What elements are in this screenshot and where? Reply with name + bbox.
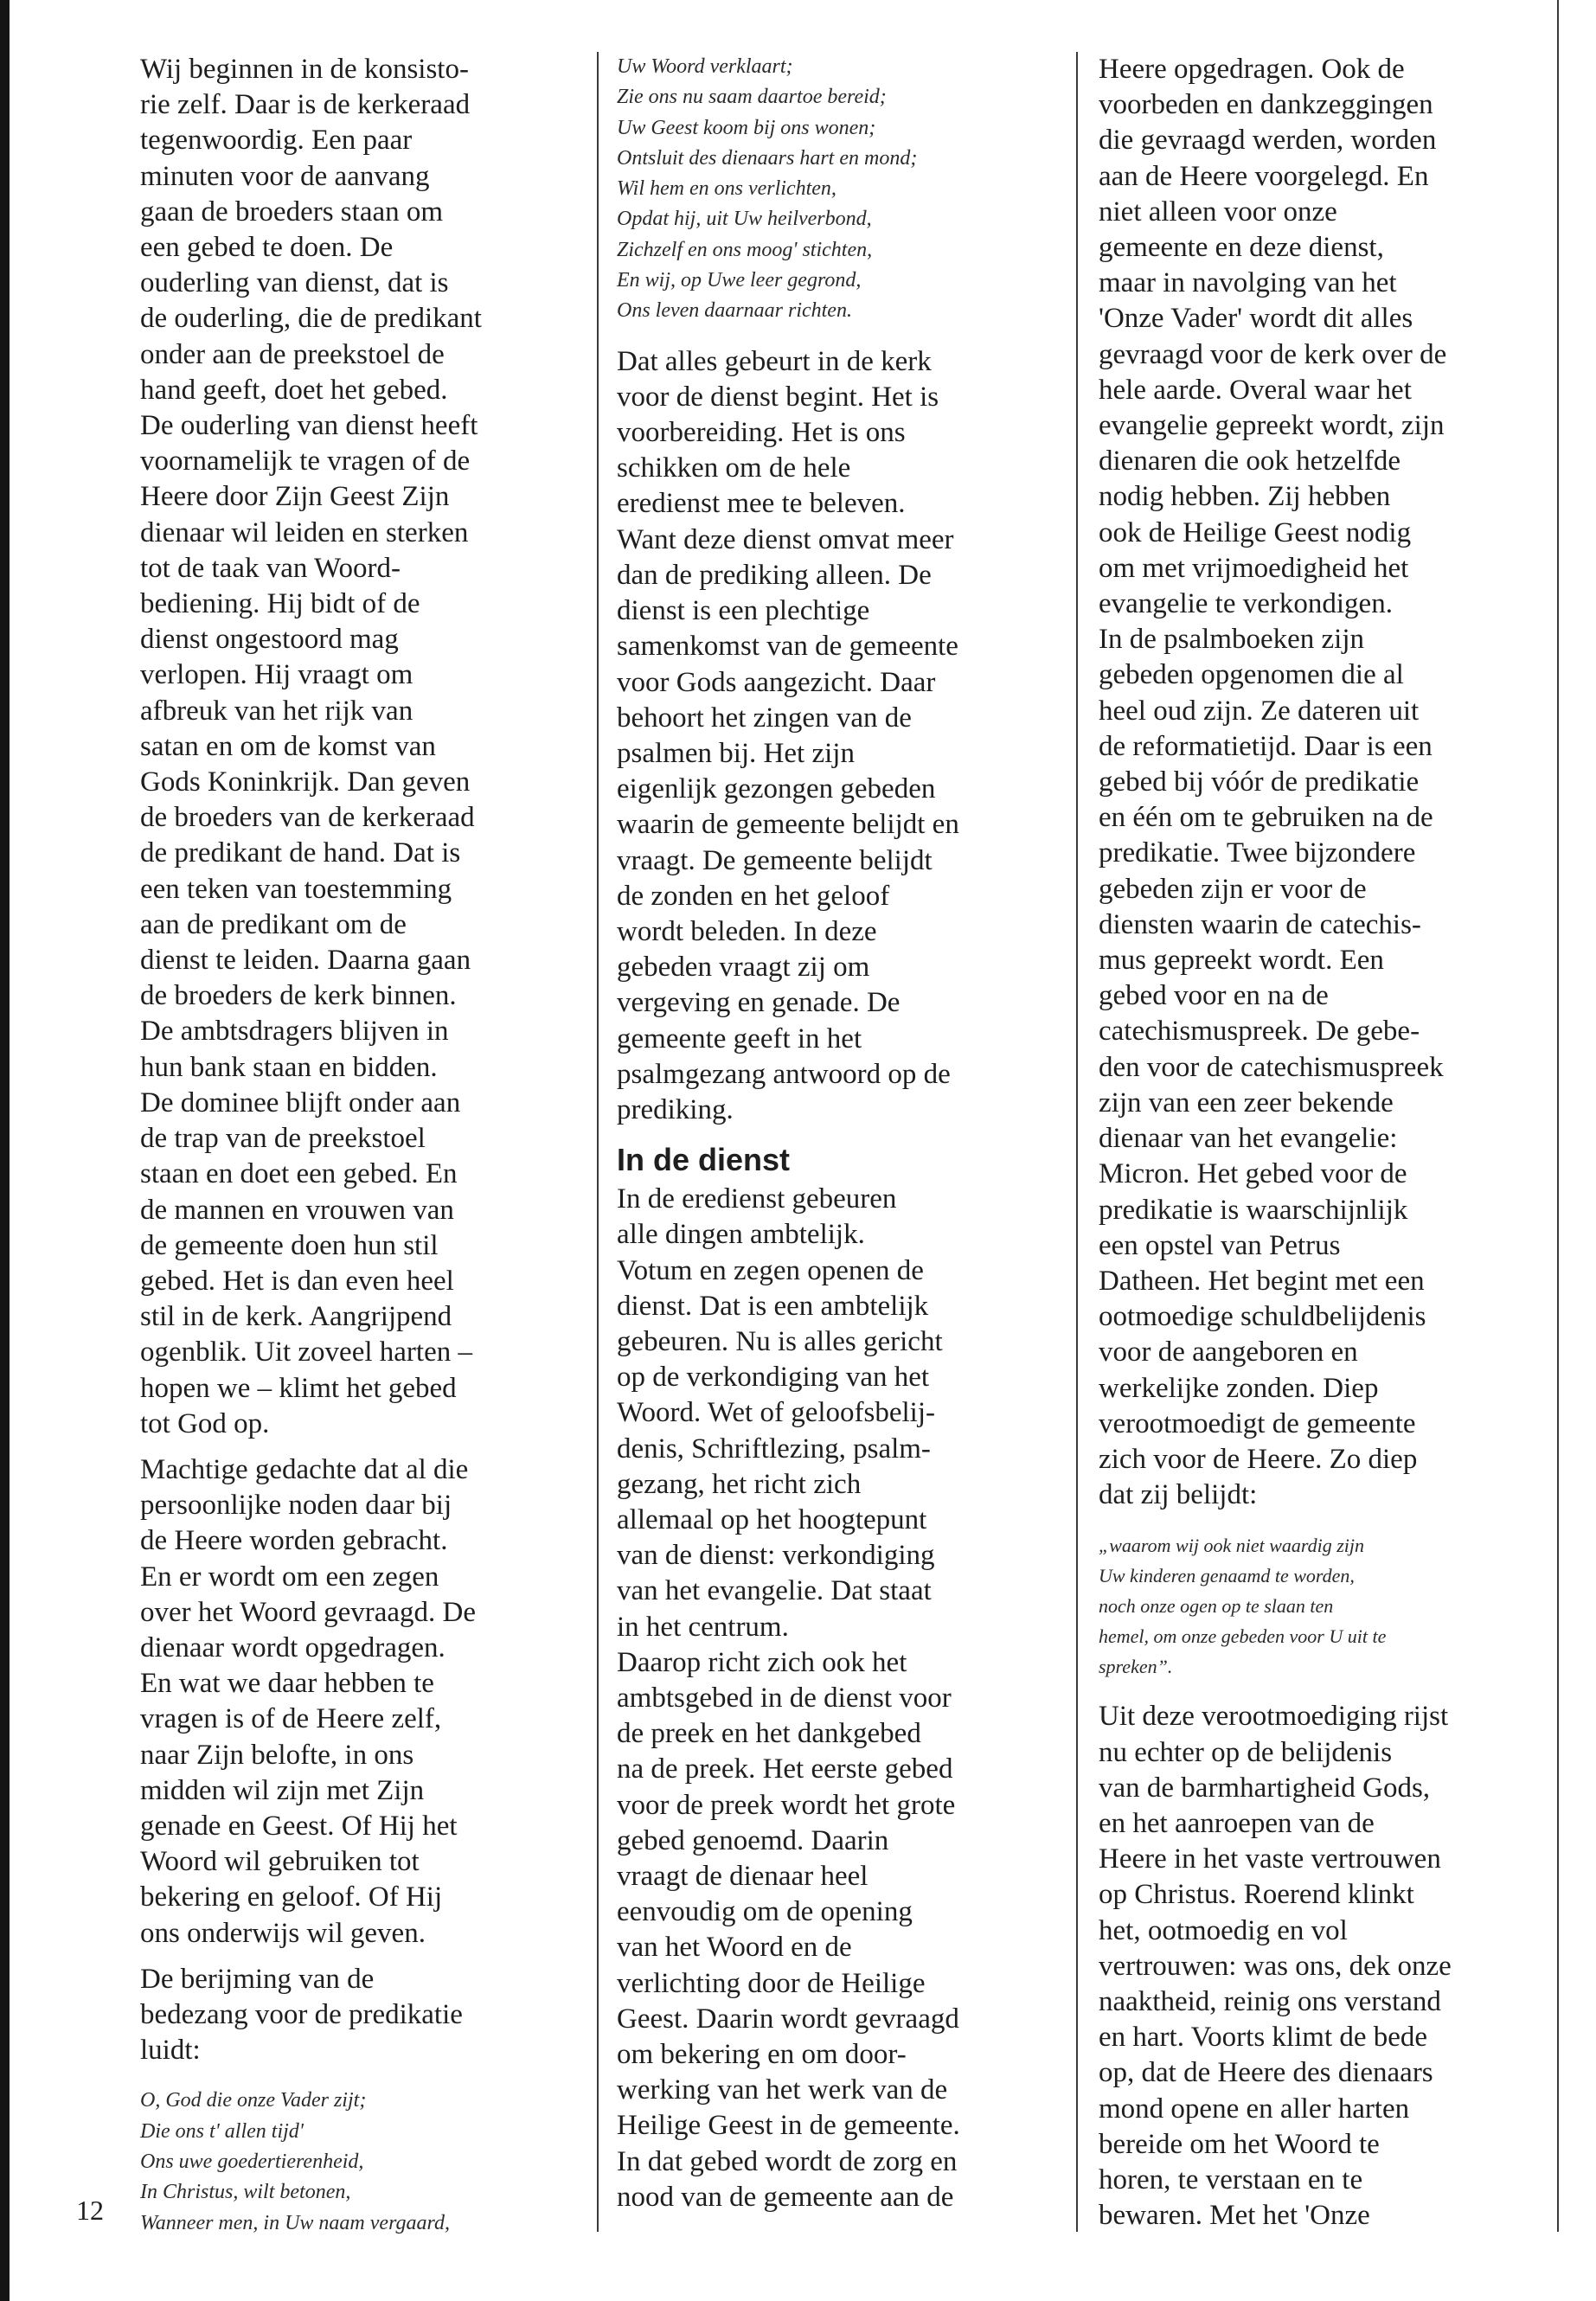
paragraph: De berijming van de bedezang voor de predikatie luidt: xyxy=(140,1963,463,2067)
paragraph: Heere opgedragen. Ook de voorbeden en dankzeggingen die gevraagd werden, worden aan de Heere voorgelegd. En niet alleen voor onze gemeente en deze dienst, maar in navolging van het 'Onze Vader' wordt dit alles gevraagd voor de kerk over de hele aarde. Overal waar het evangelie gepreekt wordt, zijn dienaren die ook hetzelfde nodig hebben. Zij hebben ook de Heilige Geest nodig om met vrijmoedigheid het evangelie te verkondigen. In de psalmboeken zijn gebeden opgenomen die al heel oud zijn. Ze dateren uit de reformatietijd. Daar is een gebed bij vóór de predikatie en één om te gebruiken na de predikatie. Twee bijzondere gebeden zijn er voor de diensten waarin de catechis- mus gepreekt wordt. Een gebed voor en na de catechismuspreek. De gebe- den voor de catechismuspreek zijn van een zeer bekende dienaar van het evangelie: Micron. Het gebed voor de predikatie is waarschijnlijk een opstel van Petrus Datheen. Het begint met een ootmoedige schuldbelijdenis voor de aangeboren en werkelijke zonden. Diep verootmoedigt de gemeente zich voor de Heere. Zo diep dat zij belijdt: xyxy=(1099,54,1447,1511)
page-number: 12 xyxy=(76,2195,104,2226)
column-divider xyxy=(1076,52,1078,2232)
prayer-quote: „waarom wij ook niet waardig zijn Uw kinderen genaamd te worden, noch onze ogen op te slaan ten hemel, om onze gebeden voor U uit te spreken”. xyxy=(1099,1535,1387,1678)
hymn-verse: O, God die onze Vader zijt; Die ons t' allen tijd' Ons uwe goedertierenheid, In Christus, wilt betonen, Wanneer men, in Uw naam vergaard, xyxy=(140,2089,450,2234)
column-2 xyxy=(617,52,1049,2215)
paragraph: Machtige gedachte dat al die persoonlijke noden daar bij de Heere worden gebracht. En er wordt om een zegen over het Woord gevraagd. De dienaar wordt opgedragen. En wat we daar hebben te vragen is of de Heere zelf, naar Zijn belofte, in ons midden wil zijn met Zijn genade en Geest. Of Hij het Woord wil gebruiken tot bekering en geloof. Of Hij ons onderwijs wil geven. xyxy=(140,1453,477,1949)
paragraph: Uit deze verootmoediging rijst nu echter op de belijdenis van de barmhartigheid Gods, en het aanroepen van de Heere in het vaste vertrouwen op Christus. Roerend klinkt het, ootmoedig en vol vertrouwen: was ons, dek onze naaktheid, reinig ons verstand en hart. Voorts klimt de bede op, dat de Heere des dienaars mond opene en aller harten bereide om het Woord te horen, te verstaan en te bewaren. Met het 'Onze xyxy=(1099,1701,1452,2232)
paragraph: In de eredienst gebeuren alle dingen ambtelijk. Votum en zegen openen de dienst. Dat is een ambtelijk gebeuren. Nu is alles gericht op de verkondiging van het Woord. Wet of geloofsbelij- denis, Schriftlezing, psalm- gezang, het richt zich allemaal op het hoogtepunt van de dienst: verkondiging van het evangelie. Dat staat in het centrum. Daarop richt zich ook het ambtsgebed in de dienst voor de preek en het dankgebed na de preek. Het eerste gebed voor de preek wordt het grote gebed genoemd. Daarin vraagt de dienaar heel eenvoudig om de opening van het Woord en de verlichting door de Heilige Geest. Daarin wordt gevraagd om bekering en om door- werking van het werk van de Heilige Geest in de gemeente. In dat gebed wordt de zorg en nood van de gemeente aan de xyxy=(617,1183,960,2213)
column-3 xyxy=(1099,52,1531,2234)
column-1 xyxy=(140,52,564,2239)
page-edge-rule xyxy=(1557,0,1559,2232)
hymn-verse-continued: Uw Woord verklaart; Zie ons nu saam daartoe bereid; Uw Geest koom bij ons wonen; Ontsluit des dienaars hart en mond; Wil hem en ons verlichten, Opdat hij, uit Uw heilverbond, Zichzelf en ons moog' stichten, En wij, op Uwe leer gegrond, Ons leven daarnaar richten. xyxy=(617,55,918,323)
section-heading: In de dienst xyxy=(617,1142,791,1178)
column-divider xyxy=(597,52,599,2232)
binding-edge xyxy=(0,0,10,2301)
paragraph: Dat alles gebeurt in de kerk voor de dienst begint. Het is voorbereiding. Het is ons schikken om de hele eredienst mee te beleven. Want deze dienst omvat meer dan de prediking alleen. De dienst is een plechtige samenkomst van de gemeente voor Gods aangezicht. Daar behoort het zingen van de psalmen bij. Het zijn eigenlijk gezongen gebeden waarin de gemeente belijdt en vraagt. De gemeente belijdt de zonden en het geloof wordt beleden. In deze gebeden vraagt zij om vergeving en genade. De gemeente geeft in het psalmgezang antwoord op de prediking. xyxy=(617,345,959,1125)
paragraph: Wij beginnen in de konsisto- rie zelf. Daar is de kerkeraad tegenwoordig. Een paar minuten voor de aanvang gaan de broeders staan om een gebed te doen. De ouderling van dienst, dat is de ouderling, die de predikant onder aan de preekstoel de hand geeft, doet het gebed. De ouderling van dienst heeft voornamelijk te vragen of de Heere door Zijn Geest Zijn dienaar wil leiden en sterken tot de taak van Woord- bediening. Hij bidt of de dienst ongestoord mag verlopen. Hij vraagt om afbreuk van het rijk van satan en om de komst van Gods Koninkrijk. Dan geven de broeders van de kerkeraad de predikant de hand. Dat is een teken van toestemming aan de predikant om de dienst te leiden. Daarna gaan de broeders de kerk binnen. De ambtsdragers blijven in hun bank staan en bidden. De dominee blijft onder aan de trap van de preekstoel staan en doet een gebed. En de mannen en vrouwen van de gemeente doen hun stil gebed. Het is dan even heel stil in de kerk. Aangrijpend ogenblik. Uit zoveel harten – hopen we – klimt het gebed tot God op. xyxy=(140,54,482,1439)
